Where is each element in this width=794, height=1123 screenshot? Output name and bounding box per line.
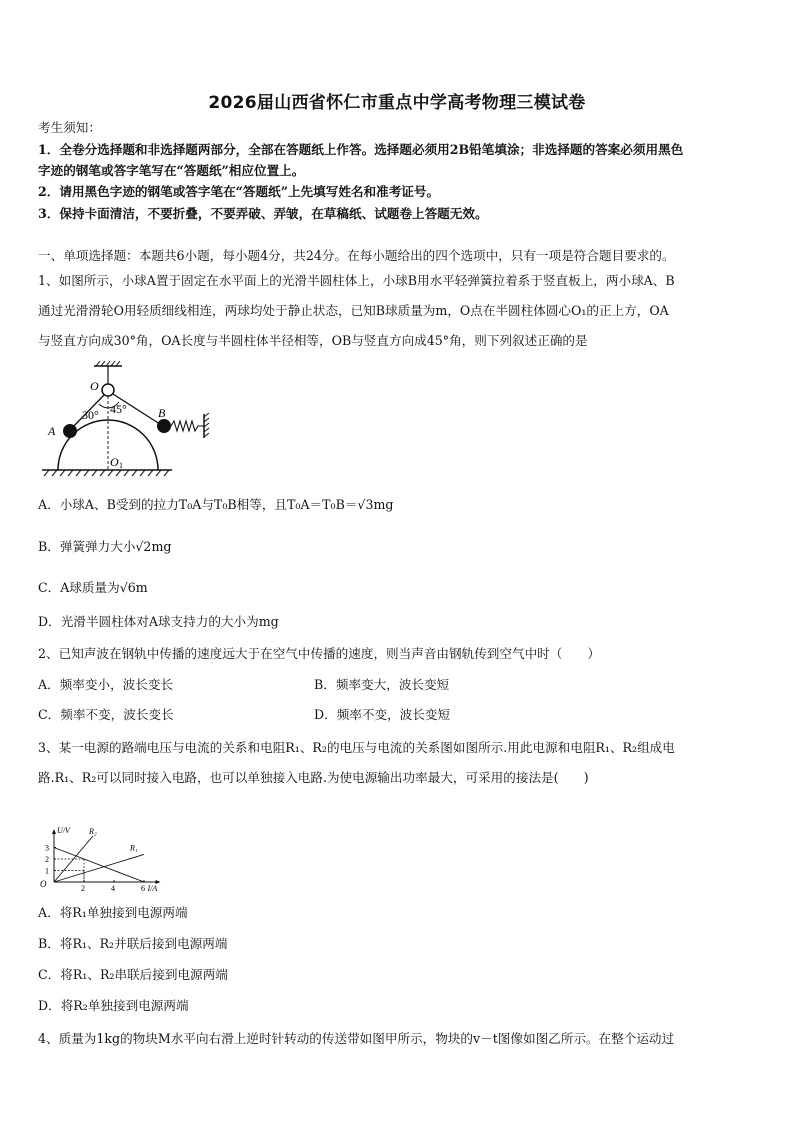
q2-stem: 2、已知声波在钢轨中传播的速度远大于在空气中传播的速度，则当声音由钢轨传到空气中时（ ） xyxy=(38,646,601,661)
y-axis-arrow xyxy=(52,829,56,834)
notice-line-1: 1．全卷分选择题和非选择题两部分，全部在答题纸上作答。选择题必须用2B铅笔填涂；非选择题的答案必须用黑色 xyxy=(38,142,684,157)
ground-hatch xyxy=(44,470,169,476)
x-tick-label: 6 xyxy=(141,884,145,893)
notice-line-3: 2．请用黑色字迹的钢笔或答字笔在“答题纸”上先填写姓名和准考证号。 xyxy=(38,184,440,199)
notice-line-2: 字迹的钢笔或答字笔写在“答题纸”相应位置上。 xyxy=(38,163,305,178)
q3-option-c: C．将R₁、R₂串联后接到电源两端 xyxy=(38,967,228,982)
series-line-1 xyxy=(54,836,93,882)
q1-stem-line-3: 与竖直方向成30°角，OA长度与半圆柱体半径相等，OB与竖直方向成45°角，则下列叙述正确的是 xyxy=(38,333,588,348)
chart-axes xyxy=(52,829,161,884)
q2-option-d: D．频率不变，波长变短 xyxy=(314,707,451,722)
label-o: O xyxy=(90,379,99,393)
q1-option-b: B．弹簧弹力大小√2mg xyxy=(38,539,172,554)
y-tick-label: 1 xyxy=(45,866,49,876)
label-30: 30° xyxy=(82,408,99,422)
q1-stem-line-1: 1、如图所示，小球A置于固定在水平面上的光滑半圆柱体上，小球B用水平轻弹簧拉着系于竖直板上，两小球A、B xyxy=(38,273,675,288)
series-label: R₂ xyxy=(89,827,97,836)
chart-guides xyxy=(54,859,84,882)
q1-option-c: C．A球质量为√6m xyxy=(38,580,148,595)
label-o1-sub: 1 xyxy=(119,461,123,470)
arc-30 xyxy=(99,404,108,408)
q1-option-d: D．光滑半圆柱体对A球支持力的大小为mg xyxy=(38,614,279,629)
label-45: 45° xyxy=(110,402,127,416)
series-line-2 xyxy=(54,854,144,882)
y-tick-label: 2 xyxy=(45,855,49,864)
label-o1: O xyxy=(110,455,119,469)
q3-stem-line-1: 3、某一电源的路端电压与电流的关系和电阻R₁、R₂的电压与电流的关系图如图所示.用此电源和电阻R₁、R₂组成电 xyxy=(38,740,675,755)
q2-option-a: A．频率变小，波长变长 xyxy=(38,677,174,692)
origin-label: O xyxy=(40,879,47,889)
series-line-3 xyxy=(54,848,144,883)
q2-option-b: B．频率变大，波长变短 xyxy=(314,677,450,692)
q4-stem-line-1: 4、质量为1kg的物块M水平向右滑上逆时针转动的传送带如图甲所示，物块的v－t图像如图乙所示。在整个运动过 xyxy=(38,1031,675,1046)
series-label: R₁ xyxy=(130,843,138,853)
page-title: 2026届山西省怀仁市重点中学高考物理三模试卷 xyxy=(208,93,586,113)
pulley-icon xyxy=(102,384,114,396)
spring-icon xyxy=(171,421,204,431)
q3-option-a: A．将R₁单独接到电源两端 xyxy=(38,905,188,920)
notice-heading: 考生须知： xyxy=(38,120,101,135)
x-tick-label: 4 xyxy=(111,884,115,893)
y-axis-label: U/V xyxy=(57,826,70,835)
ball-a xyxy=(63,424,77,438)
q1-option-a: A．小球A、B受到的拉力T₀A与T₀B相等，且T₀A＝T₀B＝√3mg xyxy=(38,497,394,512)
x-tick-label: 2 xyxy=(81,884,85,893)
notice-line-4: 3．保持卡面清洁，不要折叠，不要弄破、弄皱，在草稿纸、试题卷上答题无效。 xyxy=(38,206,488,221)
ball-b xyxy=(157,419,171,433)
q3-ui-chart xyxy=(36,798,176,896)
q3-option-b: B．将R₁、R₂并联后接到电源两端 xyxy=(38,936,228,951)
q3-option-d: D．将R₂单独接到电源两端 xyxy=(38,998,189,1013)
section-heading: 一、单项选择题：本题共6小题，每小题4分，共24分。在每小题给出的四个选项中，只有一项是符合题目要求的。 xyxy=(38,248,675,263)
label-b: B xyxy=(158,406,166,420)
q3-stem-line-2: 路.R₁、R₂可以同时接入电路，也可以单独接入电路.为使电源输出功率最大，可采用的接法是( ) xyxy=(38,770,589,785)
x-axis-label: I/A xyxy=(147,884,158,893)
label-a: A xyxy=(48,424,56,438)
chart-labels xyxy=(40,826,157,893)
y-tick-label: 3 xyxy=(45,843,49,853)
q1-stem-line-2: 通过光滑滑轮O用轻质细线相连，两球均处于静止状态，已知B球质量为m，O点在半圆柱体圆心O₁的正上方，OA xyxy=(38,303,669,318)
q2-option-c: C．频率不变，波长变长 xyxy=(38,707,174,722)
q1-figure xyxy=(38,360,228,480)
